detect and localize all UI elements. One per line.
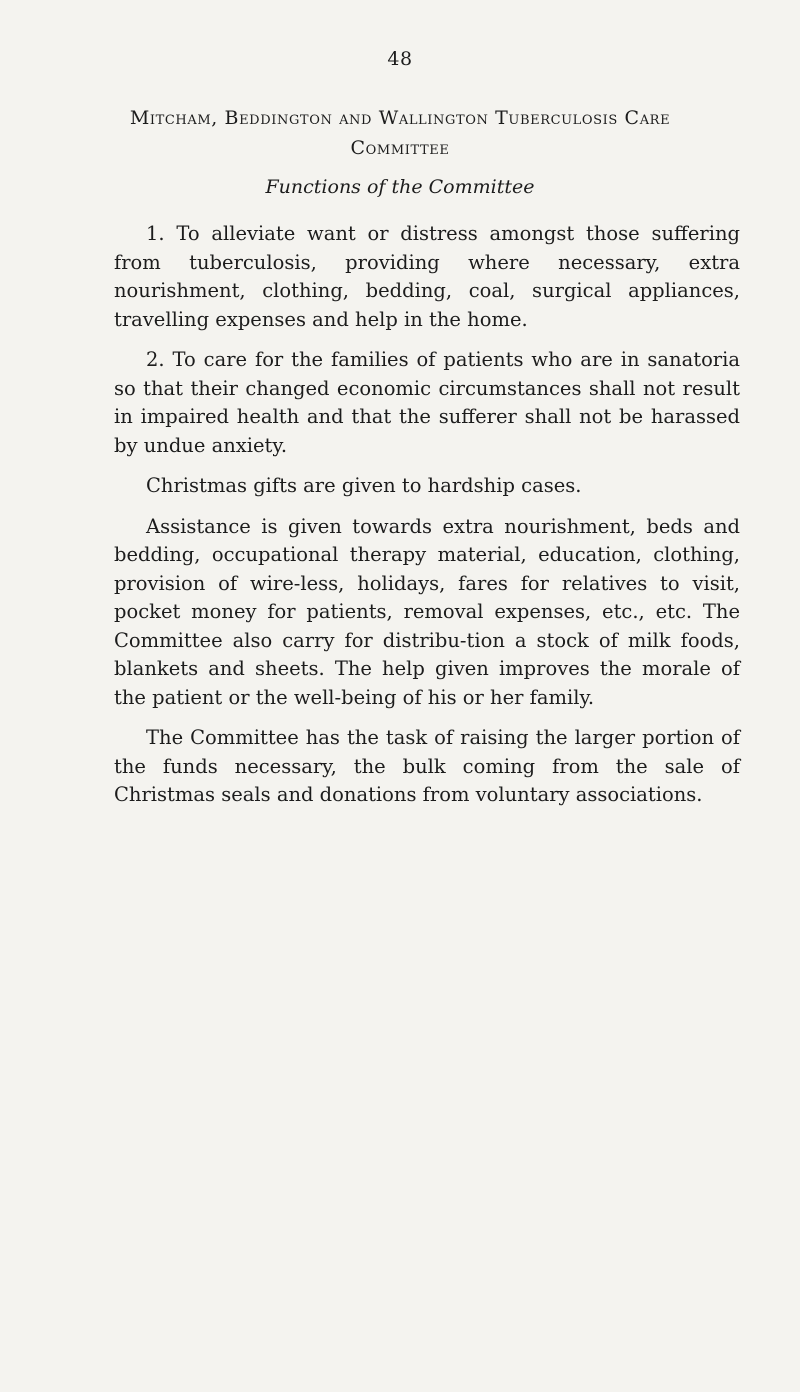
page-number: 48: [387, 48, 413, 70]
functions-subheading: Functions of the Committee: [265, 176, 535, 198]
committee-heading: Mitcham, Beddington and Wallington Tuberculosis Care Committee: [129, 107, 671, 159]
paragraph-funding: The Committee has the task of raising the larger portion of the funds necessary, the bulk coming from the sale of Christmas seals and donations from voluntary associations.: [114, 726, 740, 806]
paragraph-assistance: Assistance is given towards extra nourishment, beds and bedding, occupational therapy material, education, clothing, provision of wire-less, holidays, fares for relatives to visit, pocket money for patients, removal expenses, etc., etc. The Committee also carry for distribu-tion a stock of milk foods, blankets and sheets. The help given improves the morale of the patient or the well-being of his or her family.: [114, 514, 740, 709]
body-text: [114, 220, 740, 822]
paragraph-function-2: 2. To care for the families of patients who are in sanatoria so that their changed economic circumstances shall not result in impaired health and that the sufferer shall not be harassed by undue anxiety.: [114, 348, 740, 457]
paragraph-christmas-gifts: Christmas gifts are given to hardship cases.: [146, 474, 582, 497]
paragraph-function-1: 1. To alleviate want or distress amongst those suffering from tuberculosis, providing where necessary, extra nourishment, clothing, bedding, coal, surgical appliances, travelling expenses and help in the home.: [114, 222, 740, 331]
